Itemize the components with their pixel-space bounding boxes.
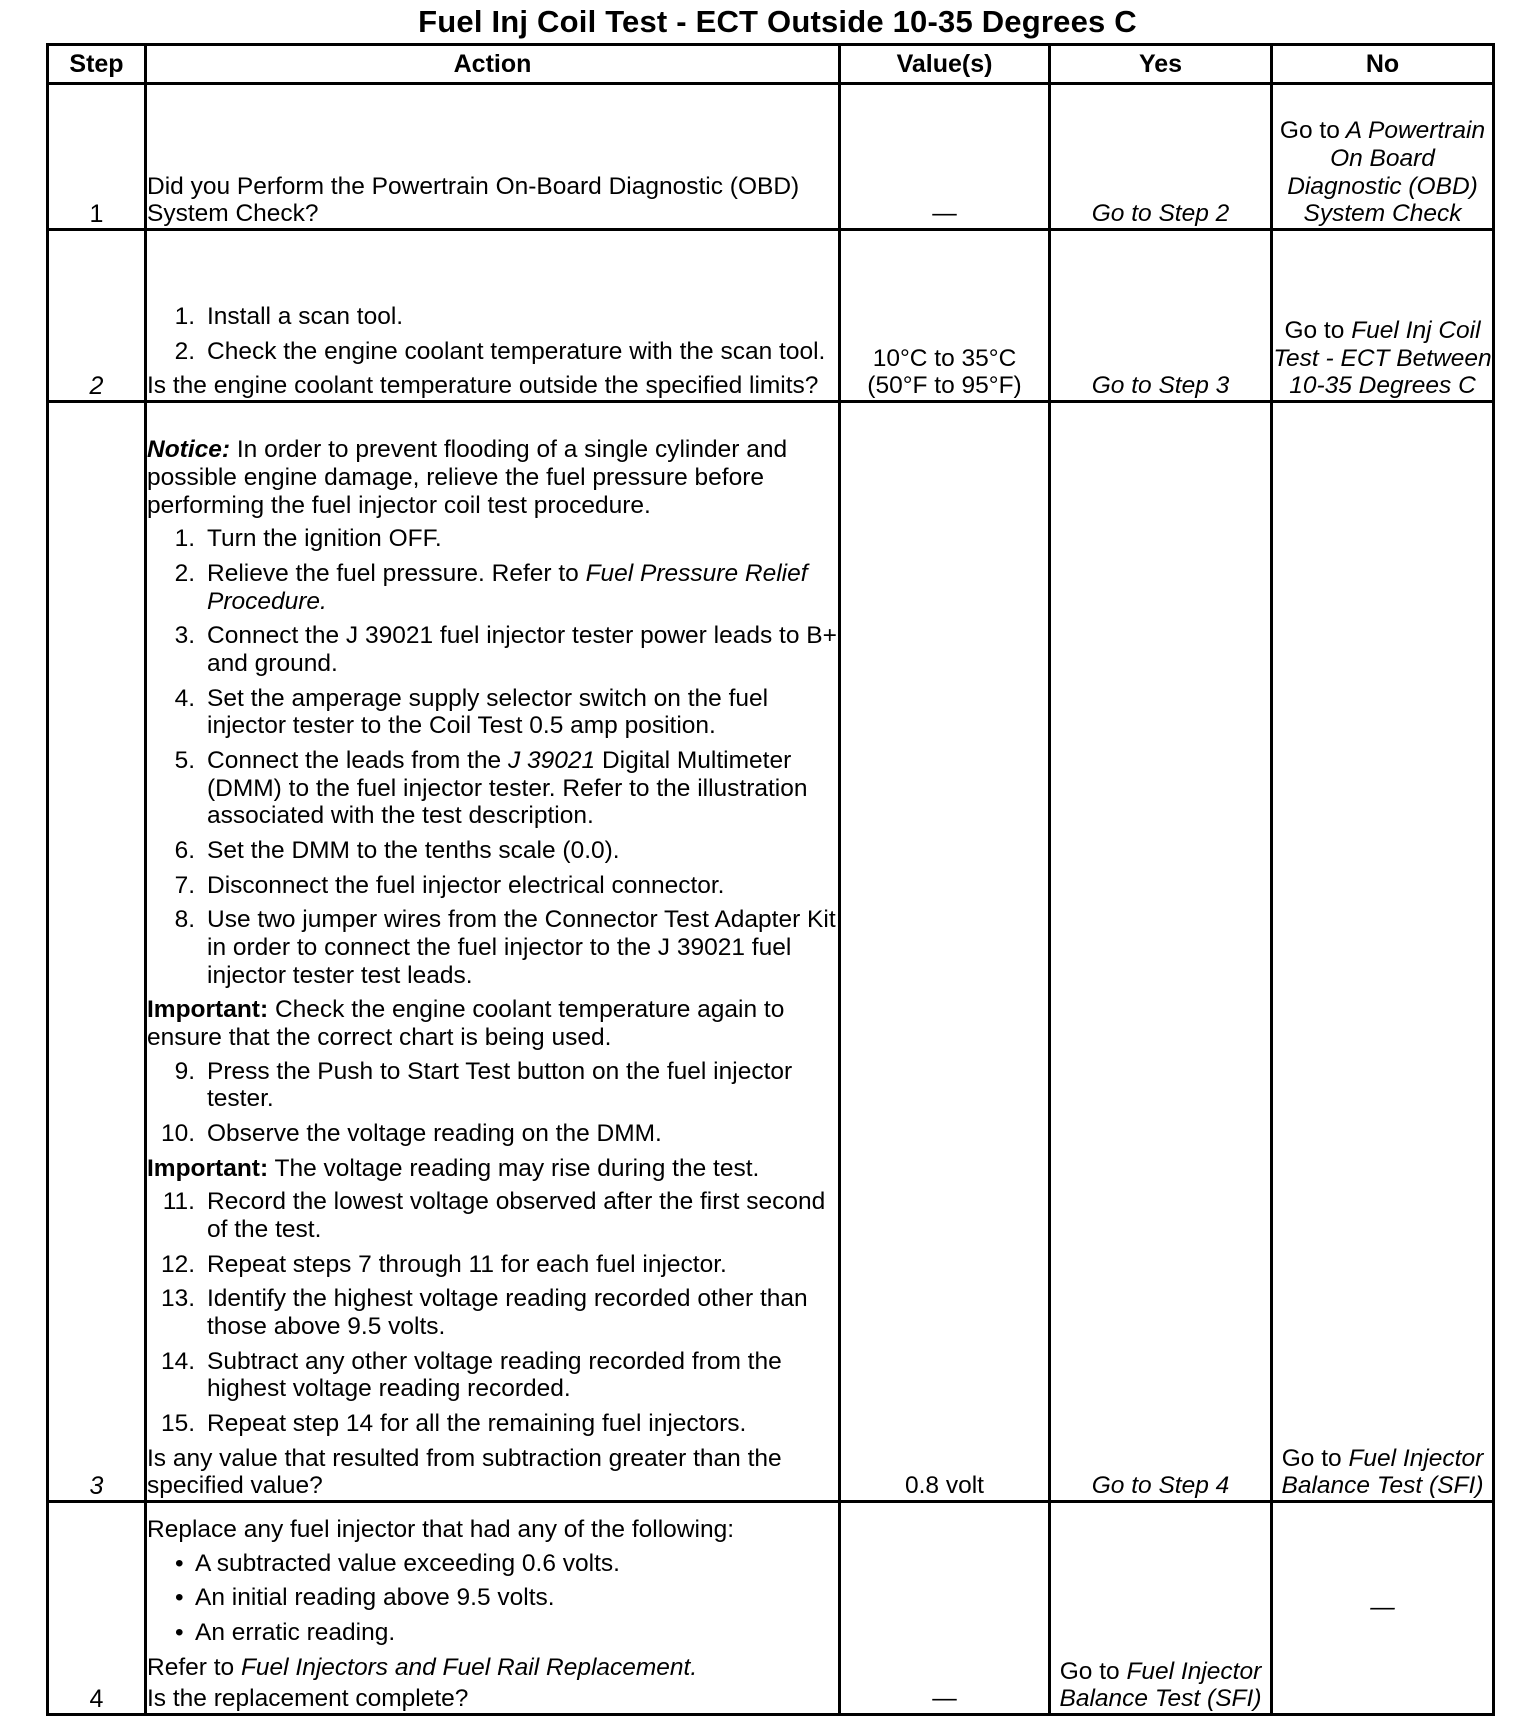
step-list	[147, 1188, 838, 1437]
yes-cell: Go to Step 4	[1050, 402, 1272, 1502]
list-item: 1. Turn the ignition OFF.	[174, 525, 442, 553]
action-cell	[146, 230, 840, 402]
yes-cell: Go to Step 2	[1050, 84, 1272, 230]
list-item: 15. Repeat step 14 for all the remaining fuel injectors.	[160, 1409, 747, 1437]
question-text: Is any value that resulted from subtraction greater than the specified value?	[147, 1444, 782, 1500]
no-prefix: Go to	[1284, 316, 1345, 344]
list-item: • An erratic reading.	[175, 1618, 396, 1646]
yes-cell: Go to Step 3	[1050, 230, 1272, 402]
no-prefix: Go to	[1281, 1444, 1342, 1472]
list-item: 1. Install a scan tool.	[174, 302, 404, 330]
action-cell	[146, 1502, 840, 1715]
bullet-list	[147, 1550, 838, 1647]
list-item: 4. Set the amperage supply selector switch on the fuel injector tester to the Coil Test 0.5 amp position.	[174, 684, 769, 740]
table-row-step-2	[48, 230, 1494, 402]
list-item: 9. Press the Push to Start Test button on the fuel injector tester.	[174, 1057, 793, 1113]
question-text: Is the replacement complete?	[147, 1685, 469, 1713]
header-step: Step	[48, 45, 146, 84]
no-link[interactable]: Fuel Inj Coil Test - ECT Between 10-35 Degrees C	[1273, 316, 1492, 400]
yes-prefix: Go to	[1059, 1657, 1120, 1685]
list-item: 2. Check the engine coolant temperature with the scan tool.	[174, 337, 826, 365]
important-label: Important:	[147, 996, 269, 1024]
header-value: Value(s)	[840, 45, 1050, 84]
table-row-step-4	[48, 1502, 1494, 1715]
no-cell	[1272, 84, 1494, 230]
notice-label: Notice:	[147, 436, 231, 464]
no-link[interactable]: Fuel Injector Balance Test (SFI)	[1281, 1444, 1484, 1500]
list-item: 5. Connect the leads from the J 39021 Digital Multimeter (DMM) to the fuel injector tester. Refer to the illustration associated with the test description.	[174, 746, 808, 830]
important-label: Important:	[147, 1154, 269, 1182]
step-number: 1	[48, 84, 146, 230]
refer-paragraph: Refer to Fuel Injectors and Fuel Rail Replacement.	[147, 1653, 698, 1681]
no-prefix: Go to	[1279, 117, 1340, 145]
intro-text: Replace any fuel injector that had any of the following:	[147, 1515, 735, 1543]
reference-link: J 39021	[507, 746, 596, 774]
question-text: Is the engine coolant temperature outside the specified limits?	[147, 372, 819, 400]
no-link[interactable]: A Powertrain On Board Diagnostic (OBD) System Check	[1287, 117, 1486, 228]
reference-link[interactable]: Fuel Pressure Relief Procedure.	[207, 559, 808, 615]
list-item: • An initial reading above 9.5 volts.	[175, 1584, 555, 1612]
important-paragraph: Important: The voltage reading may rise during the test.	[147, 1154, 760, 1182]
header-yes: Yes	[1050, 45, 1272, 84]
list-item: 6. Set the DMM to the tenths scale (0.0).	[174, 836, 620, 864]
list-item: • A subtracted value exceeding 0.6 volts.	[175, 1549, 620, 1577]
header-action: Action	[146, 45, 840, 84]
important-paragraph: Important: Check the engine coolant temperature again to ensure that the correct chart is being used.	[147, 996, 785, 1051]
list-item: 12. Repeat steps 7 through 11 for each fuel injector.	[160, 1250, 727, 1278]
list-item: 13. Identify the highest voltage reading recorded other than those above 9.5 volts.	[160, 1285, 808, 1340]
no-cell	[1272, 230, 1494, 402]
table-row-step-3	[48, 402, 1494, 1502]
list-item: 3. Connect the J 39021 fuel injector tester power leads to B+ and ground.	[174, 622, 837, 677]
step-list	[147, 303, 838, 365]
question-text: Did you Perform the Powertrain On-Board Diagnostic (OBD) System Check?	[147, 172, 800, 228]
list-item: 14. Subtract any other voltage reading recorded from the highest voltage reading recorded.	[160, 1347, 782, 1403]
action-cell	[146, 402, 840, 1502]
diagnostic-table	[46, 43, 1495, 1716]
value-cell: 10°C to 35°C (50°F to 95°F)	[840, 230, 1050, 402]
list-item: 11. Record the lowest voltage observed after the first second of the test.	[162, 1188, 826, 1243]
action-cell	[146, 84, 840, 230]
step-number: 3	[48, 402, 146, 1502]
table-row-step-1	[48, 84, 1494, 230]
no-cell: —	[1272, 1502, 1494, 1715]
value-cell: —	[840, 84, 1050, 230]
step-list	[147, 525, 838, 989]
step-number: 4	[48, 1502, 146, 1715]
table-header-row	[48, 45, 1494, 84]
value-cell: —	[840, 1502, 1050, 1715]
step-number: 2	[48, 230, 146, 402]
list-item: 2. Relieve the fuel pressure. Refer to Fuel Pressure Relief Procedure.	[174, 559, 808, 615]
yes-cell	[1050, 1502, 1272, 1715]
yes-link[interactable]: Fuel Injector Balance Test (SFI)	[1059, 1657, 1262, 1713]
no-cell	[1272, 402, 1494, 1502]
notice-paragraph: Notice: In order to prevent flooding of a single cylinder and possible engine damage, relieve the fuel pressure before performing the fuel injector coil test procedure.	[147, 436, 788, 519]
reference-link[interactable]: Fuel Injectors and Fuel Rail Replacement.	[240, 1653, 698, 1681]
header-no: No	[1272, 45, 1494, 84]
page-title: Fuel Inj Coil Test - ECT Outside 10-35 Degrees C	[418, 4, 1137, 39]
step-list	[147, 1058, 838, 1148]
list-item: 10. Observe the voltage reading on the DMM.	[160, 1119, 662, 1147]
list-item: 7. Disconnect the fuel injector electrical connector.	[174, 871, 725, 899]
value-cell: 0.8 volt	[840, 402, 1050, 1502]
list-item: 8. Use two jumper wires from the Connector Test Adapter Kit in order to connect the fuel injector to the J 39021 fuel injector tester test leads.	[174, 906, 836, 989]
